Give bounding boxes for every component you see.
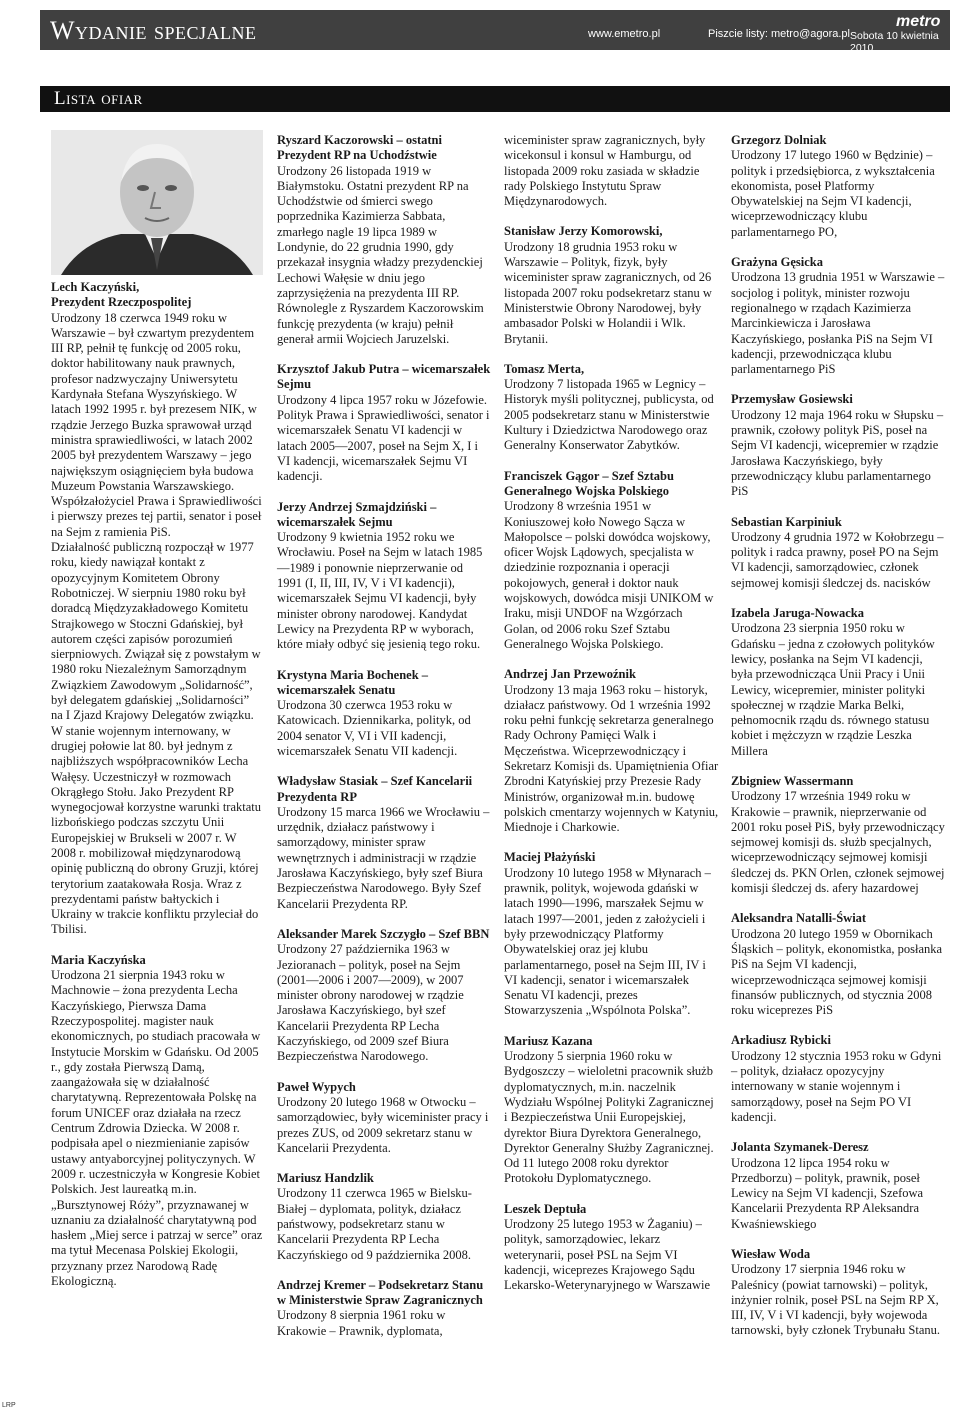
bio-name: Grażyna Gęsicka (731, 255, 824, 270)
section-bar (40, 86, 950, 112)
bio-entry (731, 1140, 946, 1232)
bio-name: Sebastian Karpiniuk (731, 514, 842, 529)
column-1 (51, 280, 263, 1304)
bio-name: Aleksander Marek Szczygło – Szef BBN (277, 926, 490, 941)
bio-text: Urodzony 15 marca 1966 we Wrocławiu – urzędnik, działacz państwowy i samorządowy, minister spraw wewnętrznych i administracji w rządzie Jarosława Kaczyńskiego, były szef Biura Bezpieczeństwa Narodowego. Były Szef Kancelarii Prezydenta RP. (277, 804, 490, 911)
bio-entry (277, 668, 491, 760)
bio-entry (277, 774, 491, 912)
corner-mark: LRP (2, 1402, 16, 1409)
bio-text: Urodzona 21 sierpnia 1943 roku w Machnowie – żona prezydenta Lecha Kaczyńskiego, Pierwsza Dama Rzeczypospolitej. magister nauk ekonomicznych, po studiach pracowała w Instytucie Morskim w Gdańsku. Od 2005 r., gdy została Pierwszą Damą, zaangażowała się w działalność charytatywną. Reprezentowała Polskę na forum UNICEF oraz działała na rzecz Centrum Zdrowia Dziecka. W 2008 r. podpisała apel o niezmienianie zapisów ustawy antyaborcyjnej polityczynych. W 2009 r. uczestniczyła w Kongresie Kobiet Polskich. Jest laureatką m.in. „Bursztynowej Róży”, przyznawanej w uznaniu za działalność charytatywną pod hasłem „Miej serce i patrzaj w serce” oraz ma tytuł Mecenasa Polskiej Ekologii, przyznany przez Narodową Radę Ekologiczną. (51, 968, 263, 1288)
bio-text: Urodzony 12 stycznia 1953 roku w Gdyni – polityk, działacz opozycyjny internowany w stanie wojennym i samorządowy, poseł na Sejm PO VI kadencji. (731, 1048, 942, 1124)
bio-entry (731, 133, 946, 240)
bio-name: Grzegorz Dolniak (731, 133, 827, 147)
bio-name: Mariusz Kazana (504, 1033, 593, 1048)
bio-name: Mariusz Handzlik (277, 1171, 374, 1186)
metro-logo: metro (896, 13, 941, 30)
bio-entry (51, 280, 263, 938)
bio-name: Ryszard Kaczorowski – ostatni Prezydent RP na Uchodźstwie (277, 133, 442, 163)
bio-entry (731, 1247, 946, 1339)
bio-name: Andrzej Kremer – Podsekretarz Stanu w Ministerstwie Spraw Zagranicznych (277, 1277, 484, 1308)
bio-name: Leszek Deptuła (504, 1201, 587, 1216)
bio-name: Aleksandra Natalli-Świat (731, 911, 867, 926)
bio-name: Stanisław Jerzy Komorowski, (504, 224, 663, 239)
bio-entry (731, 392, 946, 499)
bio-entry (731, 911, 946, 1018)
page-number: 5 (960, 12, 977, 45)
bio-entry (731, 774, 946, 896)
bio-entry (731, 255, 946, 377)
bio-entry (277, 927, 491, 1065)
letters-contact[interactable]: Piszcie listy: metro@agora.pl (708, 28, 850, 40)
bio-text: Urodzona 23 sierpnia 1950 roku w Gdańsku – jedna z czołowych polityków lewicy, posłanka na Sejm VI kadencji, była przewodnicząca Unii Pracy i Unii Lewicy, wicepremier, minister polityki społecznej w rządzie Marka Belki, pełnomocnik rządu ds. równego statusu kobiet i mężczyzn w rządzie Leszka Millera (731, 621, 935, 758)
bio-name: Tomasz Merta, (504, 361, 585, 376)
bio-text: Urodzony 25 lutego 1953 w Żaganiu) – polityk, samorządowiec, lekarz weterynarii, poseł PSL na Sejm VI kadencji, wiceprezes Krajowego Sądu Lekarsko-Weterynaryjnego w Warszawie (504, 1217, 710, 1293)
bio-text: Urodzony 17 lutego 1960 w Będzinie) – polityk i przedsiębiorca, z wykształcenia ekonomista, poseł Platformy Obywatelskiej na Sejm VI kadencji, wiceprzewodniczący klubu parlamentarnego PO, (731, 148, 935, 239)
bio-text: Urodzony 8 sierpnia 1961 roku w Krakowie – Prawnik, dyplomata, (277, 1308, 446, 1338)
bio-text: Urodzony 9 kwietnia 1952 roku we Wrocławiu. Poseł na Sejm w latach 1985—1989 i ponownie nieprzerwanie od 1991 (I, II, III, IV, V i VI kadencji), wicemarszałek Sejmu VI kadencji, były minister obrony narodowej. Kandydat Lewicy na Prezydenta RP w wyborach, które miały odbyć się jesienią tego roku. (277, 530, 483, 652)
bio-name: Krystyna Maria Bochenek – wicemarszałek Senatu (277, 667, 429, 697)
column-3 (504, 133, 719, 1308)
bio-entry (504, 224, 719, 346)
section-title: Wydanie specjalne (50, 16, 257, 45)
bio-entry (731, 1033, 946, 1125)
bio-text: Urodzony 13 maja 1963 roku – historyk, działacz państwowy. Od 1 września 1992 roku pełni funkcję sekretarza generalnego Rady Ochrony Pamięci Walk i Męczeństwa. Wiceprzewodniczący i Sekretarz Komisji ds. Upamiętnienia Ofiar Zbrodni Katyńskiej przy Prezesie Rady Ministrów, organizował m.in. budowę polskich cmentarzy wojennych w Katyniu, Miednoje i Charkowie. (504, 682, 719, 835)
bio-name: Maria Kaczyńska (51, 952, 146, 967)
bio-entry (504, 469, 719, 653)
bio-entry (277, 1171, 491, 1263)
bio-name: Andrzej Jan Przewoźnik (504, 667, 636, 682)
bio-text: Urodzony 18 grudnia 1953 roku w Warszawie – Polityk, fizyk, były wiceminister spraw zagranicznych, od 26 listopada 2007 roku podsekretarz stanu w Ministerstwie Obrony Narodowej, były ambasador Polski w Holandii i Wlk. Brytanii. (504, 239, 712, 346)
bio-text: Urodzony 4 lipca 1957 roku w Józefowie. Polityk Prawa i Sprawiedliwości, senator i wicemarszałek Senatu VI kadencji w latach 2005—2007, poseł na Sejm X, I i VI kadencji, wicemarszałek Sejmu VI kadencji. (277, 392, 490, 484)
bio-name: Jerzy Andrzej Szmajdziński – wicemarszałek Sejmu (277, 499, 437, 529)
bio-text: Urodzona 30 czerwca 1953 roku w Katowicach. Dziennikarka, polityk, od 2004 senator V, VI i VII kadencji, wicemarszałek Senatu VII kadencji. (277, 698, 471, 758)
bio-name: Władysław Stasiak – Szef Kancelarii Prezydenta RP (277, 774, 473, 804)
subsection-title: Lista ofiar (54, 88, 143, 109)
bio-name: Franciszek Gągor – Szef Sztabu Generalnego Wojska Polskiego (504, 468, 674, 498)
bio-text: Urodzony 7 listopada 1965 w Legnicy – Historyk myśli politycznej, publicysta, od 2005 podsekretarz stanu w Ministerstwie Kultury i Dziedzictwa Narodowego oraz Generalny Konserwator Zabytków. (504, 377, 714, 453)
bio-name: Lech Kaczyński, Prezydent Rzeczpospolitej (51, 280, 192, 310)
bio-entry (731, 606, 946, 759)
bio-entry (504, 362, 719, 454)
bio-entry (504, 667, 719, 835)
bio-text: wiceminister spraw zagranicznych, były wicekonsul i konsul w Hamburgu, od listopada 2009 roku zasiada w składzie rady Polskiego Instytutu Spraw Międzynarodowych. (504, 133, 706, 209)
bio-text: Urodzony 20 lutego 1968 w Otwocku – samorządowiec, były wiceminister pracy i prezes ZUS, od 2009 sekretarz stanu w Kancelarii Prezydenta. (277, 1094, 489, 1155)
bio-entry (504, 1202, 719, 1294)
website-link[interactable]: www.emetro.pl (588, 28, 661, 40)
bio-entry (277, 500, 491, 653)
bio-entry (731, 515, 946, 591)
portrait-photo (51, 130, 263, 275)
bio-text: Urodzony 12 maja 1964 roku w Słupsku – prawnik, czołowy polityk PiS, poseł na Sejm VI kadencji, wicepremier w rządzie Jarosława Kaczyńskiego, były przewodniczący klubu parlamentarnego PiS (731, 407, 944, 499)
bio-text: Urodzony 26 listopada 1919 w Białymstoku. Ostatni prezydent RP na Uchodźstwie od śmierci swego poprzednika Kazimierza Sabbata, zmarłego nagle 19 lipca 1989 w Londynie, do 22 grudnia 1990, gdy przekazał insygnia władzy prezydenckiej Lechowi Wałęsie w dniu jego zaprzysiężenia na prezydenta III RP. Równolegle z Ryszardem Kaczorowskim funkcję prezydenta (w kraju) pełnił generał armii Wojciech Jaruzelski. (277, 163, 484, 346)
bio-entry (504, 850, 719, 1018)
issue-date: Sobota 10 kwietnia 2010 (850, 30, 939, 54)
column-2 (277, 133, 491, 1354)
bio-entry (277, 1080, 491, 1156)
bio-text: Urodzony 18 czerwca 1949 roku w Warszawie – był czwartym prezydentem III RP, pełnił tę funkcję od 2005 roku, doktor habilitowany nauk prawnych, profesor nadzwyczajny Uniwersytetu Kardynała Stefana Wyszyńskiego. W latach 1992 1995 r. był prezesem NIK, w rządzie Jerzego Buzka sprawował urząd ministra sprawiedliwości, w latach 2002 2005 był prezydentem Warszawy – jego największym osiągnięciem była budowa Muzeum Powstania Warszawskiego. Współzałożyciel Prawa i Sprawiedliwości i pierwszy prezes tej partii, senator i poseł na Sejm z ramienia PiS. Działalność publiczną rozpoczął w 1977 roku, kiedy nawiązał kontakt z opozycyjnym Komitetem Obrony Robotniczej. W sierpniu 1980 roku był doradcą Międzyzakładowego Komitetu Strajkowego w Stoczni Gdańskiej, był autorem części zapisów porozumień sierpniowych. Związał się z powstałym w 1980 roku Niezależnym Samorządnym Związkiem Zawodowym „Solidarność”, był delegatem gdańskiej „Solidarności” na I Zjazd Krajowy Delegatów związku. W stanie wojennym internowany, w drugiej połowie lat 80. był jednym z najbliższych współpracowników Lecha Wałęsy. Uczestniczył w rozmowach Okrągłego Stołu. Jako Prezydent RP wynegocjował korzystne warunki traktatu lizbońskiego podczas szczytu Unii Europejskiej w Brukseli w 2007 r. W 2008 r. mobilizował międzynarodową opinię publiczną do obrony Gruzji, której terytorium zaatakowała Rosja. Wraz z prezydentami państw bałtyckich i Ukrainy w trakcie konfliktu przyleciał do Tbilisi. (51, 310, 262, 937)
bio-name: Krzysztof Jakub Putra – wicemarszałek Sejmu (277, 362, 491, 392)
bio-name: Paweł Wypych (277, 1079, 356, 1094)
bio-text: Urodzony 8 września 1951 w Koniuszowej koło Nowego Sącza w Małopolsce – polski dowódca wojskowy, oficer Wojsk Lądowych, specjalista w dziedzinie rozpoznania i operacji pokojowych, generał i doktor nauk wojskowych, dowódca misji UNIKOM w Iraku, misji UNDOF na Wzgórzach Golan, od 2006 roku Szef Sztabu Generalnego Wojska Polskiego. (504, 499, 714, 651)
bio-entry (504, 1034, 719, 1187)
bio-name: Jolanta Szymanek-Deresz (731, 1140, 869, 1155)
bio-name: Arkadiusz Rybicki (731, 1033, 831, 1048)
bio-text: Urodzony 27 października 1963 w Jezioranach – polityk, poseł na Sejm (2001—2006 i 2007—2009), w 2007 minister obrony narodowej w rządzie Jarosława Kaczyńskiego, był szef Kancelarii Prezydenta RP Lecha Kaczyńskiego, od 2009 szef Biura Bezpieczeństwa Narodowego. (277, 942, 464, 1064)
bio-entry (277, 1278, 491, 1339)
bio-name: Wiesław Woda (731, 1247, 811, 1261)
bio-text: Urodzony 17 września 1949 roku w Krakowie – prawnik, nieprzerwanie od 2001 roku poseł PiS, były przewodniczący sejmowej komisji ds. służb specjalnych, wiceprzewodniczący sejmowej komisji śledczej ds. PKN Orlen, członek sejmowej komisji śledczej ds. afery hazardowej (731, 789, 945, 896)
bio-text: Urodzona 12 lipca 1954 roku w Przedborzu) – polityk, prawnik, poseł Lewicy na Sejm VI kadencji, Szefowa Kancelarii Prezydenta RP Aleksandra Kwaśniewskiego (731, 1155, 924, 1231)
bio-name: Zbigniew Wassermann (731, 773, 854, 788)
bio-text: Urodzona 13 grudnia 1951 w Warszawie – socjolog i polityk, minister rozwoju regionalnego w rządach Kazimierza Marcinkiewicza i Jarosława Kaczyńskiego, posłanka PiS na Sejm VI kadencji, przewodnicząca klubu parlamentarnego PiS (731, 270, 945, 377)
bio-name: Izabela Jaruga-Nowacka (731, 606, 864, 621)
bio-entry (504, 133, 719, 209)
bio-entry (277, 362, 491, 484)
bio-name: Maciej Płażyński (504, 850, 596, 865)
bio-text: Urodzony 5 sierpnia 1960 roku w Bydgoszczy – wieloletni pracownik służb dyplomatycznych, m.in. naczelnik Wydziału Wspólnej Polityki Zagranicznej i Bezpieczeństwa Unii Europejskiej, dyrektor Biura Dyrektora Generalnego, Dyrektor Generalny Służby Zagranicznej. Od 11 lutego 2008 roku dyrektor Protokołu Dyplomatycznego. (504, 1049, 714, 1186)
bio-text: Urodzona 20 lutego 1959 w Obornikach Śląskich – polityk, ekonomistka, posłanka PiS na Sejm VI kadencji, wiceprzewodnicząca sejmowej komisji finansów publicznych, od stycznia 2008 roku wiceprezes PiS (731, 926, 943, 1018)
masthead (40, 10, 977, 54)
bio-entry (277, 133, 491, 347)
bio-entry (51, 953, 263, 1290)
bio-text: Urodzony 10 lutego 1958 w Młynarach – prawnik, polityk, wojewoda gdański w latach 1990—1996, marszałek Sejmu w latach 1997—2001, jeden z założycieli i były przewodniczący Platformy Obywatelskiej oraz jej klubu parlamentarnego, poseł na Sejm III, IV i VI kadencji, senator i wicemarszałek Senatu VI kadencji, prezes Stowarzyszenia „Wspólnota Polska”. (504, 865, 711, 1018)
bio-text: Urodzony 11 czerwca 1965 w Bielsku-Białej – dyplomata, polityk, działacz państwowy, podsekretarz stanu w Kancelarii Prezydenta RP Lecha Kaczyńskiego od 9 października 2008. (277, 1186, 472, 1262)
bio-text: Urodzony 4 grudnia 1972 w Kołobrzegu – polityk i radca prawny, poseł PO na Sejm VI kadencji, samorządowiec, członek sejmowej komisji śledczej ds. nacisków (731, 529, 944, 590)
bio-name: Przemysław Gosiewski (731, 392, 853, 407)
bio-text: Urodzony 17 sierpnia 1946 roku w Paleśnicy (powiat tarnowski) – polityk, inżynier rolnik, poseł PSL na Sejm RP X, III, IV, V i VI kadencji, były wojewoda tarnowski, były członek Trybunału Stanu. (731, 1262, 941, 1338)
column-4 (731, 133, 946, 1354)
